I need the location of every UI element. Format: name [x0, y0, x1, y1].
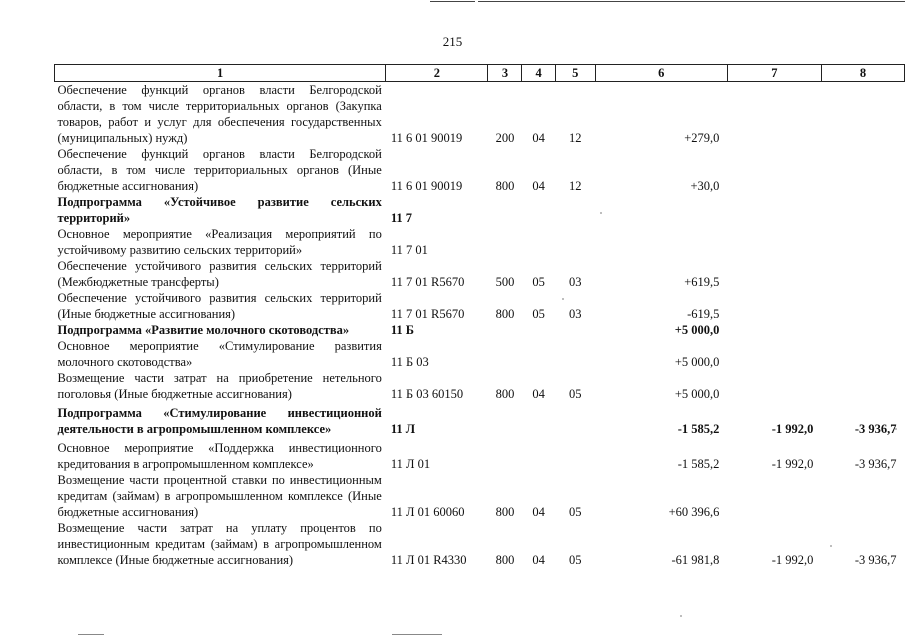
row-col-7	[727, 226, 821, 258]
row-col-5: 12	[568, 179, 582, 193]
row-col-5	[555, 194, 595, 226]
row-code: 11 6 01 90019	[390, 179, 463, 193]
row-col-5: 05	[568, 505, 582, 519]
top-rule	[430, 1, 475, 2]
row-col-5: 12	[568, 131, 582, 145]
row-code: 11 6 01 90019	[390, 131, 463, 145]
table-header-row	[55, 65, 905, 82]
row-col-6: +5 000,0	[674, 387, 720, 401]
row-col-6: -619,5	[687, 307, 720, 321]
row-col-3	[488, 402, 522, 437]
row-col-7	[727, 472, 821, 520]
row-col-3	[488, 194, 522, 226]
scan-dot	[680, 615, 682, 617]
row-col-7	[727, 370, 821, 402]
table-row	[55, 82, 905, 147]
row-col-5: 03	[568, 307, 582, 321]
row-code: 11 Л 01 60060	[390, 505, 465, 519]
row-code: 11 Л 01	[390, 457, 431, 471]
header-col-7: 7	[727, 65, 821, 82]
budget-table	[54, 64, 905, 568]
row-name: Обеспечение устойчивого развития сельских территорий (Межбюджетные трансферты)	[57, 259, 382, 289]
row-name: Возмещение части процентной ставки по инвестиционным кредитам (займам) в агропромышленном комплексе (Иные бюджетные ассигнования)	[57, 473, 382, 519]
table-body	[55, 82, 905, 569]
row-name: Обеспечение функций органов власти Белгородской области, в том числе территориальных органов (Иные бюджетные ассигнования)	[57, 147, 382, 193]
row-name: Основное мероприятие «Поддержка инвестиционного кредитования в агропромышленном комплексе»	[57, 441, 382, 471]
row-code: 11 Б	[390, 323, 415, 337]
row-name: Подпрограмма «Устойчивое развитие сельских территорий»	[57, 195, 382, 225]
row-col-3	[488, 437, 522, 472]
row-col-7	[727, 82, 821, 147]
row-name: Возмещение части затрат на уплату процентов по инвестиционным кредитам (займам) в агропромышленном комплексе (Иные бюджетные ассигнования)	[57, 521, 382, 567]
row-col-5	[555, 226, 595, 258]
row-col-4	[522, 437, 555, 472]
table-row	[55, 472, 905, 520]
table-row	[55, 226, 905, 258]
row-col-8	[821, 258, 904, 290]
row-col-7	[727, 322, 821, 338]
row-code: 11 7 01 R5670	[390, 275, 465, 289]
header-col-1: 1	[55, 65, 386, 82]
table-row	[55, 258, 905, 290]
row-col-6: -1 585,2	[677, 457, 720, 471]
row-col-7	[727, 258, 821, 290]
row-col-8: -3 936,7	[854, 457, 897, 471]
table-row	[55, 370, 905, 402]
table-row	[55, 338, 905, 370]
row-col-6: +60 396,6	[668, 505, 720, 519]
table-row	[55, 322, 905, 338]
row-code: 11 Л	[390, 422, 416, 436]
row-col-4: 05	[532, 275, 545, 289]
row-col-4	[522, 322, 555, 338]
row-col-6	[595, 226, 727, 258]
header-col-2: 2	[386, 65, 488, 82]
row-col-6: +5 000,0	[674, 355, 720, 369]
row-col-6: -61 981,8	[671, 553, 720, 567]
row-col-6: +5 000,0	[674, 323, 720, 337]
row-col-4: 04	[532, 387, 545, 401]
row-col-8	[821, 370, 904, 402]
row-col-4	[522, 194, 555, 226]
row-name: Подпрограмма «Стимулирование инвестиционной деятельности в агропромышленном комплексе»	[57, 406, 382, 436]
row-col-5	[555, 338, 595, 370]
row-name: Возмещение части затрат на приобретение нетельного поголовья (Иные бюджетные ассигнования)	[57, 371, 382, 401]
row-col-3: 800	[495, 387, 515, 401]
header-col-4: 4	[522, 65, 555, 82]
row-col-4: 04	[532, 553, 545, 567]
row-name: Обеспечение устойчивого развития сельских территорий (Иные бюджетные ассигнования)	[57, 291, 382, 321]
row-col-6: +619,5	[684, 275, 720, 289]
row-col-4: 04	[532, 179, 545, 193]
row-col-4	[522, 338, 555, 370]
row-col-8	[821, 146, 904, 194]
row-col-7	[727, 146, 821, 194]
row-col-8	[821, 472, 904, 520]
row-code: 11 Б 03 60150	[390, 387, 464, 401]
row-code: 11 Б 03	[390, 355, 429, 369]
scan-mark	[392, 634, 442, 635]
row-code: 11 7	[390, 211, 413, 225]
table-row	[55, 290, 905, 322]
row-name: Основное мероприятие «Реализация мероприятий по устойчивому развитию сельских территорий»	[57, 227, 382, 257]
row-col-6: +279,0	[684, 131, 720, 145]
row-col-5	[555, 322, 595, 338]
row-col-4: 04	[532, 131, 545, 145]
table-row	[55, 520, 905, 568]
row-col-7: -1 992,0	[771, 553, 814, 567]
row-col-3: 200	[495, 131, 515, 145]
row-col-3: 800	[495, 307, 515, 321]
row-col-3: 500	[495, 275, 515, 289]
row-col-6	[595, 194, 727, 226]
row-name: Подпрограмма «Развитие молочного скотоводства»	[57, 323, 350, 337]
row-col-4	[522, 226, 555, 258]
row-col-3	[488, 226, 522, 258]
row-col-8	[821, 290, 904, 322]
row-col-7	[727, 338, 821, 370]
row-col-6: +30,0	[690, 179, 720, 193]
row-col-7	[727, 194, 821, 226]
row-code: 11 7 01 R5670	[390, 307, 465, 321]
row-col-5: 05	[568, 553, 582, 567]
row-col-4: 04	[532, 505, 545, 519]
row-col-5	[555, 437, 595, 472]
row-col-8	[821, 82, 904, 147]
row-col-5: 03	[568, 275, 582, 289]
row-col-8	[821, 322, 904, 338]
header-col-6: 6	[595, 65, 727, 82]
row-col-5	[555, 402, 595, 437]
row-name: Обеспечение функций органов власти Белгородской области, в том числе территориальных органов (Закупка товаров, работ и услуг для обеспечения государственных (муниципальных) нужд)	[57, 83, 382, 145]
row-col-7	[727, 290, 821, 322]
row-col-7: -1 992,0	[771, 457, 814, 471]
row-col-3: 800	[495, 179, 515, 193]
row-col-4: 05	[532, 307, 545, 321]
header-col-8: 8	[821, 65, 904, 82]
row-col-8: -3 936,7	[854, 422, 897, 436]
table-row	[55, 194, 905, 226]
row-code: 11 7 01	[390, 243, 428, 257]
table-row	[55, 402, 905, 437]
row-col-8	[821, 226, 904, 258]
top-rule	[478, 1, 905, 2]
row-col-6: -1 585,2	[677, 422, 720, 436]
row-code: 11 Л 01 R4330	[390, 553, 467, 567]
row-col-3: 800	[495, 505, 515, 519]
row-col-8: -3 936,7	[854, 553, 897, 567]
row-name: Основное мероприятие «Стимулирование развития молочного скотоводства»	[57, 339, 382, 369]
table-row	[55, 146, 905, 194]
row-col-8	[821, 194, 904, 226]
row-col-5: 05	[568, 387, 582, 401]
table-row	[55, 437, 905, 472]
row-col-8	[821, 338, 904, 370]
row-col-3	[488, 338, 522, 370]
header-col-3: 3	[488, 65, 522, 82]
row-col-7: -1 992,0	[771, 422, 814, 436]
row-col-4	[522, 402, 555, 437]
row-col-3	[488, 322, 522, 338]
row-col-3: 800	[495, 553, 515, 567]
page-number: 215	[442, 34, 463, 49]
scan-mark	[78, 634, 104, 635]
header-col-5: 5	[555, 65, 595, 82]
